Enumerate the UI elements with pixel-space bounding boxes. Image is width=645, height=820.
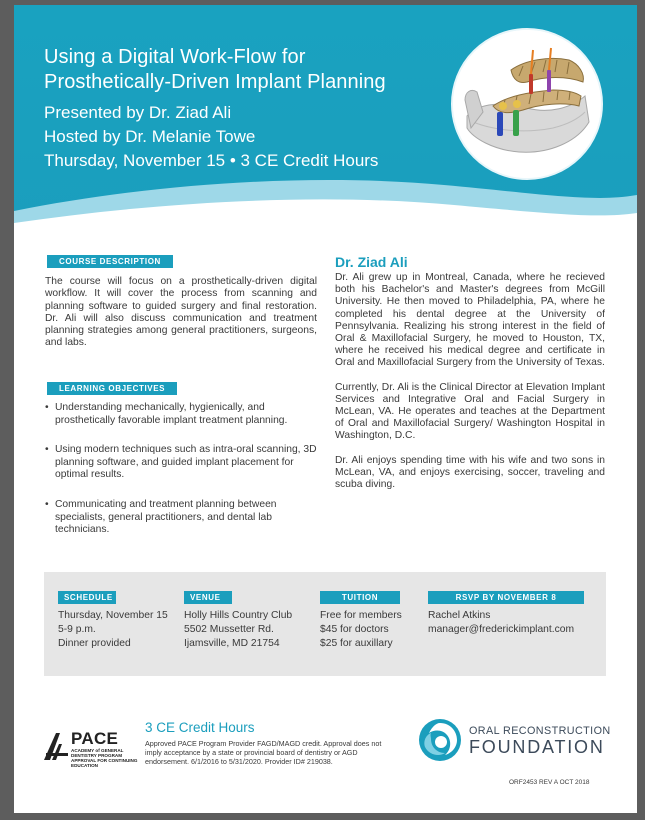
event-title-line1: Using a Digital Work-Flow for <box>44 46 306 68</box>
objectives-list <box>45 402 320 537</box>
rsvp-column <box>428 591 584 637</box>
course-description-section <box>45 251 317 350</box>
schedule-column <box>58 591 168 651</box>
event-title-line2: Prosthetically-Driven Implant Planning <box>44 71 386 93</box>
objective-item: • Using modern techniques such as intra-oral scanning, 3D planning software, and guided implant placement for optimal results. <box>45 444 320 482</box>
bio-paragraph: Dr. Ali grew up in Montreal, Canada, where he recieved both his Bachelor's and Master's degrees from McGill University. He then moved to Philadelphia, PA, where he completed his dental degree at the University of Pennsylvania. Realizing his strong interest in the field of Oral & Maxillofacial Surgery, he moved to Houston, TX, where he received his medical degree and certificate in Oral and Maxillofacial Surgery from the University of Texas. <box>335 272 605 369</box>
flyer-page <box>14 5 637 813</box>
objective-item: • Understanding mechanically, hygienically, and prosthetically favorable implant treatment planning. <box>45 402 320 427</box>
venue-label: VENUE <box>184 591 232 604</box>
foundation-swirl-icon <box>417 717 463 763</box>
event-info-box <box>44 572 606 676</box>
tuition-line: Free for members <box>320 610 402 621</box>
dental-implant-jaw-scan-icon <box>451 28 603 180</box>
learning-objectives-label: LEARNING OBJECTIVES <box>47 382 177 395</box>
schedule-line: Dinner provided <box>58 638 131 649</box>
rsvp-contact-name: Rachel Atkins <box>428 610 491 621</box>
schedule-label: SCHEDULE <box>58 591 116 604</box>
venue-line: Ijamsville, MD 21754 <box>184 638 280 649</box>
ce-approval-text: Approved PACE Program Provider FAGD/MAGD credit. Approval does not imply acceptance by a state or provincial board of dentistry or AGD endorsement. 6/1/2016 to 5/31/2020. Provider ID# 219038. <box>145 739 382 766</box>
venue-line: 5502 Mussetter Rd. <box>184 624 274 635</box>
host-line: Hosted by Dr. Melanie Towe <box>44 127 256 146</box>
header-text <box>44 45 464 173</box>
bio-paragraph: Currently, Dr. Ali is the Clinical Director at Elevation Implant Services and Integrative Oral and Facial Surgery in McLean, VA. He operates and teaches at the Department of Oral and Maxillofacial Surgery/ Washington Hospital in Washington, D.C. <box>335 381 605 442</box>
tuition-line: $45 for doctors <box>320 624 389 635</box>
tuition-line: $25 for auxillary <box>320 638 393 649</box>
learning-objectives-section <box>45 378 320 554</box>
schedule-line: Thursday, November 15 <box>58 610 168 621</box>
header-banner <box>14 5 637 235</box>
bio-paragraph: Dr. Ali enjoys spending time with his wife and two sons in McLean, VA, and enjoys exercising, soccer, traveling and scuba diving. <box>335 454 605 491</box>
rsvp-contact-email: manager@frederickimplant.com <box>428 624 575 635</box>
pace-a-icon <box>42 731 70 761</box>
presenter-line: Presented by Dr. Ziad Ali <box>44 103 232 122</box>
pace-subtitle: ACADEMY of GENERAL DENTISTRY PROGRAM APPROVAL FOR CONTINUING EDUCATION <box>71 748 138 768</box>
course-description-label: COURSE DESCRIPTION <box>47 255 173 268</box>
foundation-name-line2: FOUNDATION <box>469 737 605 757</box>
ce-credit-hours: 3 CE Credit Hours <box>145 720 255 735</box>
foundation-name-line1: ORAL RECONSTRUCTION <box>469 725 611 737</box>
oral-reconstruction-foundation-logo <box>417 715 617 765</box>
header-wave-shape <box>14 173 637 243</box>
document-reference: ORF2453 REV A OCT 2018 <box>509 779 590 786</box>
objective-item: • Communicating and treatment planning between specialists, general practitioners, and dental lab technicians. <box>45 499 320 537</box>
date-credits-line: Thursday, November 15 • 3 CE Credit Hours <box>44 151 379 170</box>
course-description-text: The course will focus on a prosthetically-driven digital workflow. It will cover the process from scanning and planning software to guided surgery and final restoration. Dr. Ali will also discuss communication and treatment planning strategies among general practitioners, surgeons, and labs. <box>45 276 317 349</box>
presenter-bio-section <box>335 254 605 503</box>
tuition-label: TUITION <box>320 591 400 604</box>
presenter-name: Dr. Ziad Ali <box>335 254 408 270</box>
tuition-column <box>320 591 400 651</box>
pace-word: PACE <box>71 729 119 748</box>
rsvp-label: RSVP BY NOVEMBER 8 <box>428 591 584 604</box>
schedule-line: 5-9 p.m. <box>58 624 96 635</box>
venue-column <box>184 591 293 651</box>
pace-logo <box>42 729 152 769</box>
venue-line: Holly Hills Country Club <box>184 610 293 621</box>
